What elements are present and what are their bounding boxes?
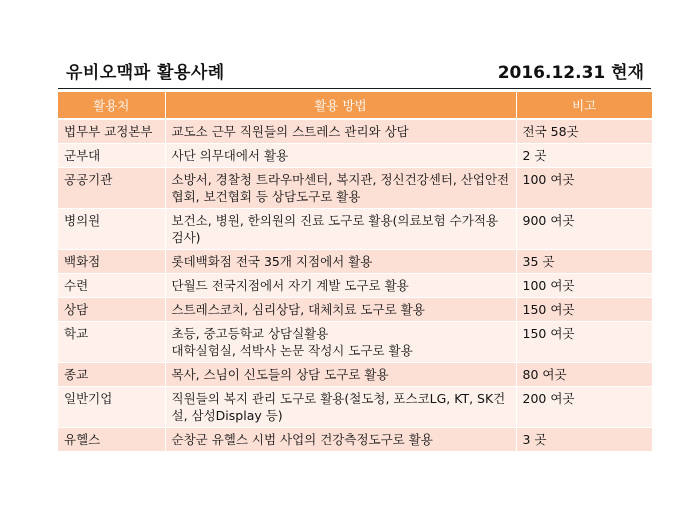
header-usage-method: 활용 방법 — [165, 92, 516, 119]
cell-usage-method: 초등, 중고등학교 상담실활용 대학실험실, 석박사 논문 작성시 도구로 활용 — [165, 322, 516, 363]
cell-usage-method: 순창군 유헬스 시범 사업의 건강측정도구로 활용 — [165, 428, 516, 452]
table-row — [58, 144, 652, 168]
table-row — [58, 363, 652, 387]
cell-remarks: 35 곳 — [516, 250, 652, 274]
cell-usage-method: 사단 의무대에서 활용 — [165, 144, 516, 168]
table-row — [58, 387, 652, 428]
cell-remarks: 100 여곳 — [516, 168, 652, 209]
cell-usage-place: 종교 — [58, 363, 165, 387]
cell-usage-place: 학교 — [58, 322, 165, 363]
table-row — [58, 322, 652, 363]
table-row — [58, 298, 652, 322]
header-usage-place: 활용처 — [58, 92, 165, 119]
header-remarks: 비고 — [516, 92, 652, 119]
table-row — [58, 119, 652, 144]
cell-usage-method: 단월드 전국지점에서 자기 계발 도구로 활용 — [165, 274, 516, 298]
as-of-date: 2016.12.31 현재 — [497, 63, 644, 83]
cell-usage-method: 직원들의 복지 관리 도구로 활용(철도청, 포스코LG, KT, SK건설, 삼성Display 등) — [165, 387, 516, 428]
cell-usage-method: 교도소 근무 직원들의 스트레스 관리와 상담 — [165, 119, 516, 144]
page-title: 유비오맥파 활용사례 — [66, 63, 225, 83]
cell-usage-place: 유헬스 — [58, 428, 165, 452]
cell-usage-method: 목사, 스님이 신도들의 상담 도구로 활용 — [165, 363, 516, 387]
cell-remarks: 200 여곳 — [516, 387, 652, 428]
cell-usage-place: 수련 — [58, 274, 165, 298]
cell-remarks: 900 여곳 — [516, 209, 652, 250]
cell-usage-place: 백화점 — [58, 250, 165, 274]
table-row — [58, 209, 652, 250]
table-row — [58, 274, 652, 298]
cell-usage-method: 보건소, 병원, 한의원의 진료 도구로 활용(의료보험 수가적용 검사) — [165, 209, 516, 250]
cell-remarks: 전국 58곳 — [516, 119, 652, 144]
cell-remarks: 100 여곳 — [516, 274, 652, 298]
table-row — [58, 168, 652, 209]
table-row — [58, 250, 652, 274]
table-row — [58, 428, 652, 452]
cell-usage-place: 상담 — [58, 298, 165, 322]
cell-remarks: 3 곳 — [516, 428, 652, 452]
cell-usage-place: 일반기업 — [58, 387, 165, 428]
cell-usage-place: 공공기관 — [58, 168, 165, 209]
cell-remarks: 80 여곳 — [516, 363, 652, 387]
cell-remarks: 2 곳 — [516, 144, 652, 168]
cell-remarks: 150 여곳 — [516, 298, 652, 322]
cell-usage-method: 롯데백화점 전국 35개 지점에서 활용 — [165, 250, 516, 274]
title-divider — [58, 88, 651, 89]
table-header-row — [58, 92, 652, 119]
cell-usage-place: 병의원 — [58, 209, 165, 250]
cell-usage-method: 스트레스코치, 심리상담, 대체치료 도구로 활용 — [165, 298, 516, 322]
cell-usage-place: 법무부 교정본부 — [58, 119, 165, 144]
cell-usage-place: 군부대 — [58, 144, 165, 168]
cell-usage-method: 소방서, 경찰청 트라우마센터, 복지관, 정신건강센터, 산업안전협회, 보건협회 등 상담도구로 활용 — [165, 168, 516, 209]
cell-remarks: 150 여곳 — [516, 322, 652, 363]
usage-cases-table — [58, 92, 652, 452]
